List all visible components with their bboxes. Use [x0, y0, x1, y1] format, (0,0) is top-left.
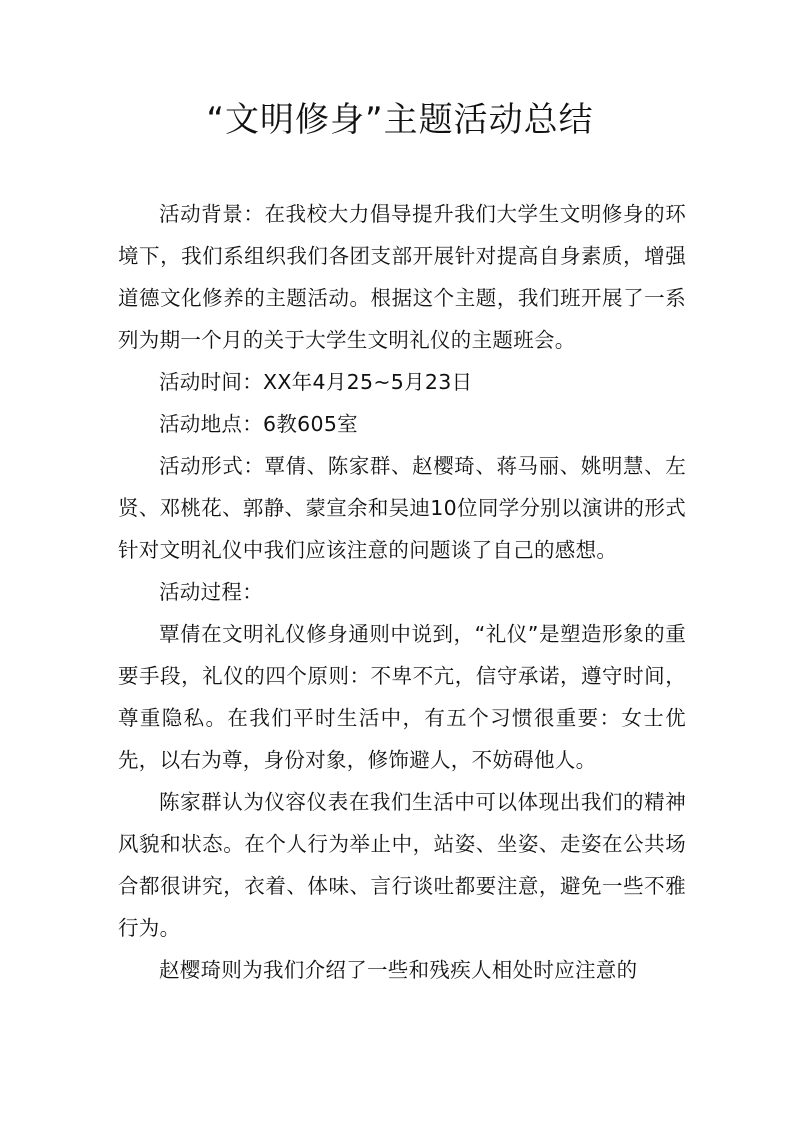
document-title: “文明修身”主题活动总结 — [206, 100, 594, 140]
paragraph-chenjiaqun: 陈家群认为仪容仪表在我们生活中可以体现出我们的精神风貌和状态。在个人行为举止中，站姿、坐姿、走姿在公共场合都很讲究，衣着、体味、言行谈吐都要注意，避免一些不雅行为。 — [118, 790, 686, 940]
paragraph-location: 活动地点：6教605室 — [159, 412, 358, 436]
paragraph-zhaoyingqi: 赵樱琦则为我们介绍了一些和残疾人相处时应注意的 — [159, 958, 638, 982]
paragraph-process-heading: 活动过程： — [159, 580, 263, 604]
paragraph-qinqian: 覃倩在文明礼仪修身通则中说到，“礼仪”是塑造形象的重要手段，礼仪的四个原则：不卑不亢，信守承诺，遵守时间，尊重隐私。在我们平时生活中，有五个习惯很重要：女士优先，以右为尊，身份对象，修饰避人，不妨碍他人。 — [118, 622, 686, 772]
paragraph-format: 活动形式：覃倩、陈家群、赵樱琦、蒋马丽、姚明慧、左贤、邓桃花、郭静、蒙宣余和吴迪10位同学分别以演讲的形式针对文明礼仪中我们应该注意的问题谈了自己的感想。 — [118, 454, 686, 562]
paragraph-time: 活动时间：XX年4月25~5月23日 — [159, 370, 473, 394]
document-body — [118, 193, 686, 991]
paragraph-background: 活动背景：在我校大力倡导提升我们大学生文明修身的环境下，我们系组织我们各团支部开展针对提高自身素质，增强道德文化修养的主题活动。根据这个主题，我们班开展了一系列为期一个月的关于大学生文明礼仪的主题班会。 — [118, 202, 686, 352]
